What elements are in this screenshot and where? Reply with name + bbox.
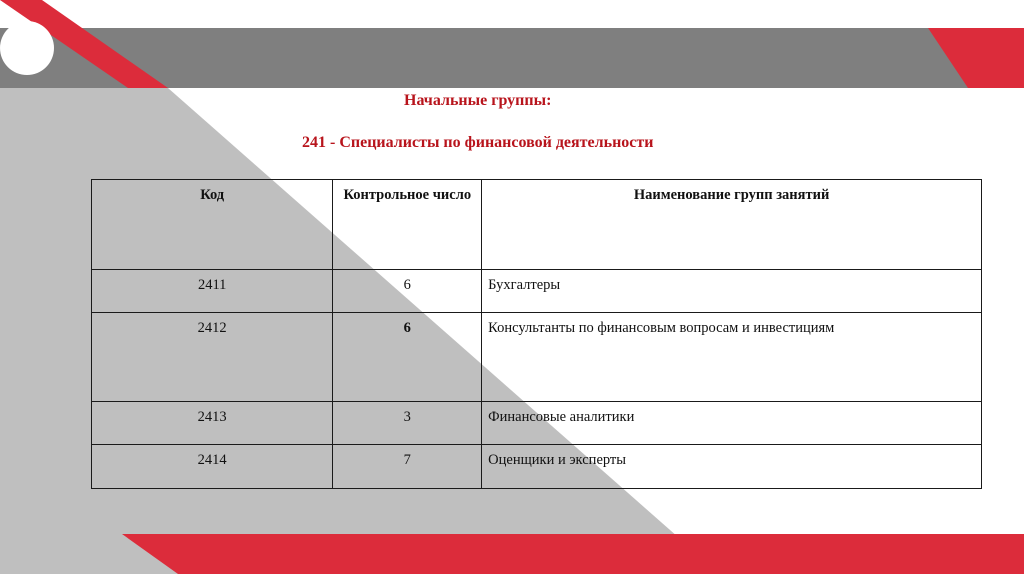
cell-group-name: Финансовые аналитики xyxy=(482,402,982,445)
cell-group-name: Консультанты по финансовым вопросам и инвестициям xyxy=(482,313,982,402)
header-group-name: Наименование групп занятий xyxy=(482,180,982,270)
section-title: Начальные группы: xyxy=(404,92,552,109)
header-code: Код xyxy=(92,180,333,270)
cell-control-number: 6 xyxy=(333,270,482,313)
cell-code: 2411 xyxy=(92,270,333,313)
table-header-row xyxy=(92,180,982,270)
occupation-groups-table xyxy=(91,179,982,489)
cell-code: 2414 xyxy=(92,445,333,489)
group-title: 241 - Специалисты по финансовой деятельности xyxy=(302,134,654,151)
cell-group-name: Бухгалтеры xyxy=(482,270,982,313)
table-row xyxy=(92,270,982,313)
cell-control-number: 7 xyxy=(333,445,482,489)
table-row xyxy=(92,402,982,445)
cell-code: 2412 xyxy=(92,313,333,402)
logo-circle xyxy=(0,21,54,75)
bottom-red-band xyxy=(122,534,1024,574)
table-row xyxy=(92,445,982,489)
cell-code: 2413 xyxy=(92,402,333,445)
cell-control-number: 3 xyxy=(333,402,482,445)
cell-control-number: 6 xyxy=(333,313,482,402)
table-row xyxy=(92,313,982,402)
header-control-number: Контрольное число xyxy=(333,180,482,270)
cell-group-name: Оценщики и эксперты xyxy=(482,445,982,489)
